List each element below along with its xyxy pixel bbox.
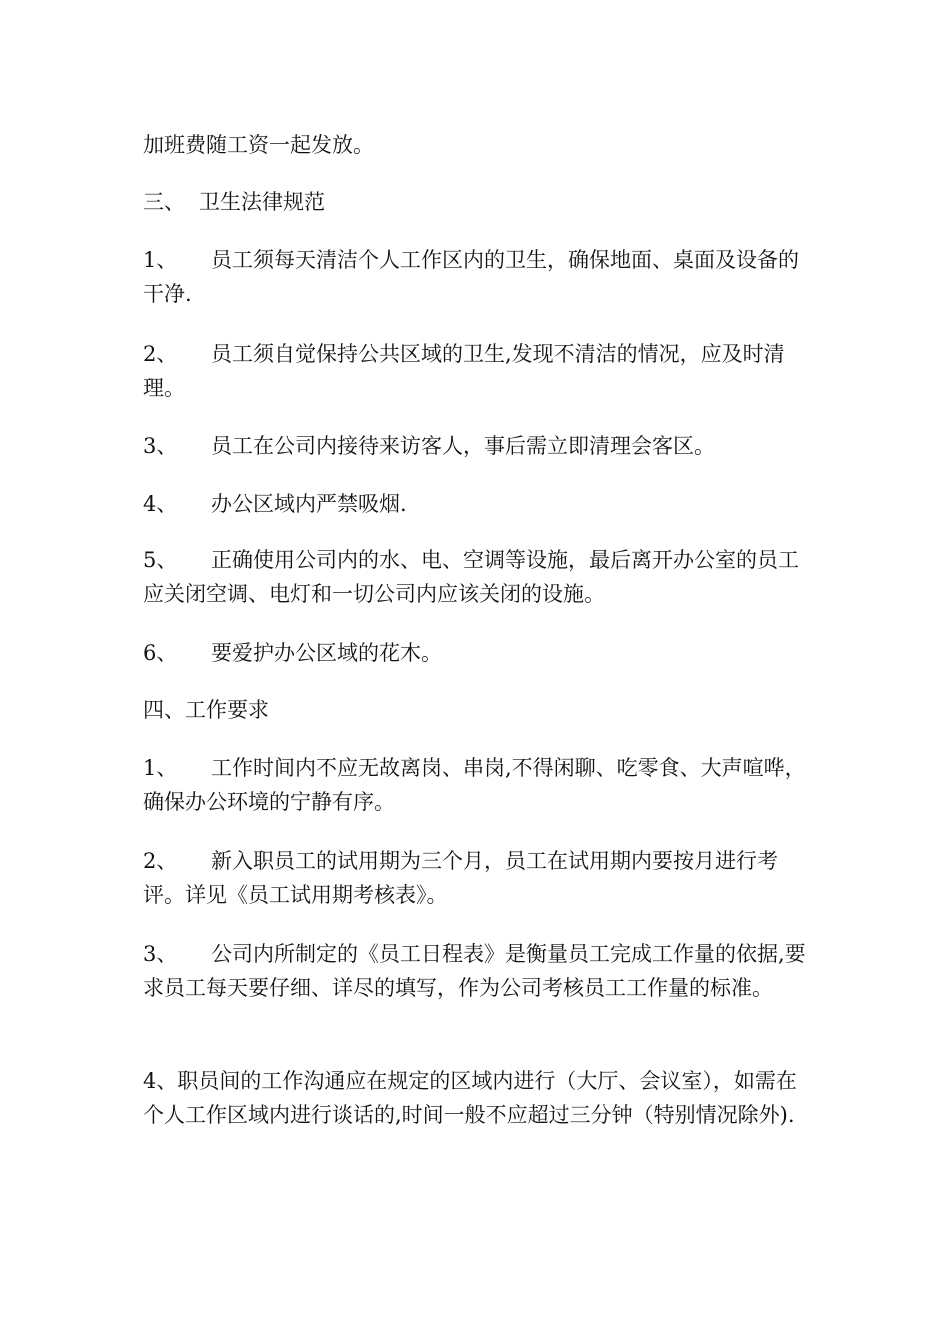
intro-text: 加班费随工资一起发放。 — [143, 133, 374, 157]
section-three-item-3 — [143, 429, 811, 463]
item-number: 3、 — [143, 434, 178, 458]
section-three-item-5 — [143, 543, 811, 611]
item-text: 员工须自觉保持公共区域的卫生,发现不清洁的情况，应及时清理。 — [143, 342, 785, 400]
intro-line — [143, 128, 811, 162]
item-text: 公司内所制定的《员工日程表》是衡量员工完成工作量的依据,要求员工每天要仔细、详尽的填写，作为公司考核员工工作量的标准。 — [143, 942, 806, 1000]
item-number: 2、 — [143, 342, 178, 366]
section-four-item-2 — [143, 844, 811, 912]
item-number: 1、 — [143, 248, 178, 272]
item-text: 工作时间内不应无故离岗、串岗,不得闲聊、吃零食、大声喧哗，确保办公环境的宁静有序。 — [143, 756, 806, 814]
item-number: 6、 — [143, 641, 178, 665]
section-four-item-3 — [143, 937, 811, 1005]
section-three-item-6 — [143, 636, 811, 670]
item-text: 办公区域内严禁吸烟. — [211, 492, 407, 516]
item-number: 5、 — [143, 548, 178, 572]
section-three-title: 卫生法律规范 — [199, 190, 325, 214]
section-three-item-1 — [143, 243, 811, 311]
section-four-item-1 — [143, 751, 811, 819]
section-three-item-4 — [143, 487, 811, 521]
item-text: 要爱护办公区域的花木。 — [211, 641, 442, 665]
item-number: 3、 — [143, 942, 178, 966]
section-four-item-4 — [143, 1064, 811, 1132]
item-text: 员工在公司内接待来访客人，事后需立即清理会客区。 — [211, 434, 715, 458]
section-three-item-2 — [143, 337, 811, 405]
section-four-heading — [143, 693, 811, 727]
item-text: 新入职员工的试用期为三个月，员工在试用期内要按月进行考评。详见《员工试用期考核表》。 — [143, 849, 778, 907]
item-number: 4、 — [143, 492, 178, 516]
section-three-number: 三、 — [143, 190, 185, 214]
item-text: 4、职员间的工作沟通应在规定的区域内进行（大厅、会议室），如需在个人工作区域内进行谈话的,时间一般不应超过三分钟（特别情况除外). — [143, 1069, 797, 1127]
section-four-title: 四、工作要求 — [143, 698, 269, 722]
item-text: 员工须每天清洁个人工作区内的卫生，确保地面、桌面及设备的干净. — [143, 248, 799, 306]
section-three-heading — [143, 185, 811, 219]
item-number: 1、 — [143, 756, 178, 780]
item-text: 正确使用公司内的水、电、空调等设施，最后离开办公室的员工应关闭空调、电灯和一切公司内应该关闭的设施。 — [143, 548, 799, 606]
item-number: 2、 — [143, 849, 178, 873]
